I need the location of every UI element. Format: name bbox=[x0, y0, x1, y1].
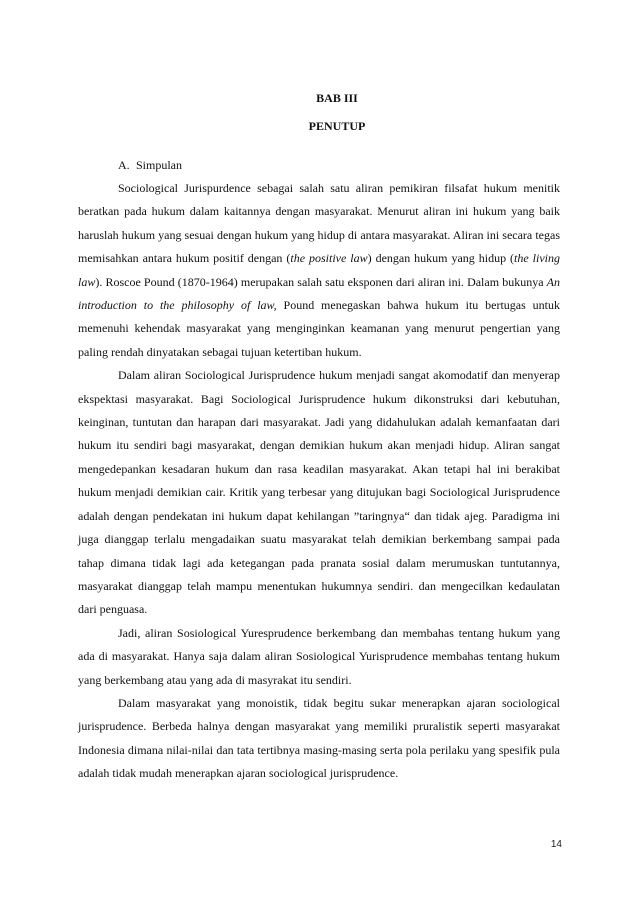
chapter-number: BAB III bbox=[316, 91, 358, 105]
paragraph-1-italic-living-law: the living law bbox=[78, 251, 560, 289]
paragraph-1-part-e: ). Roscoe Pound (1870-1964) merupakan salah satu eksponen dari aliran ini. Dalam bukunya bbox=[95, 274, 547, 289]
section-title: Simpulan bbox=[136, 158, 183, 172]
page-number: 14 bbox=[550, 839, 562, 850]
paragraph-4: Dalam masyarakat yang monoistik, tidak begitu sukar menerapkan ajaran sociological jurisprudence. Berbeda halnya dengan masyarakat yang memiliki pruralistik seperti masyarakat Indonesia dimana nilai-nilai dan tata tertibnya masing-masing serta pola perilaku yang spesifik pula adalah tidak mudah menerapkan ajaran sociological jurisprudence. bbox=[78, 695, 560, 781]
paragraph-1-italic-book-title: An introduction to the philosophy of law, bbox=[78, 274, 560, 313]
paragraph-1-part-a: Sociological Jurispurdence sebagai salah satu aliran pemikiran filsafat hukum menitik beratkan pada hukum dalam kaitannya dengan masyarakat. Menurut aliran ini hukum yang baik haruslah hukum yang sesuai dengan hukum yang hidup di antara masyarakat. Aliran ini secara tegas memisahkan antara hukum positif dengan ( bbox=[78, 181, 560, 266]
paragraph-1-part-g: Pound menegaskan bahwa hukum itu bertugas untuk memenuhi kehendak masyarakat yang menginginkan keamanan yang menurut pengertian yang paling rendah dinyatakan sebagai tujuan ketertiban hukum. bbox=[78, 298, 560, 359]
chapter-title: PENUTUP bbox=[308, 119, 366, 133]
body-text bbox=[78, 177, 560, 786]
section-letter: A. bbox=[118, 158, 130, 172]
paragraph-1 bbox=[78, 177, 560, 364]
paragraph-1-italic-positive-law: the positive law bbox=[290, 251, 368, 266]
paragraph-2: Dalam aliran Sociological Jurisprudence hukum menjadi sangat akomodatif dan menyerap ekspektasi masyarakat. Bagi Sociological Jurisprudence hukum dikonstruksi dari kebutuhan, keinginan, tuntutan dan harapan dari masyarakat. Jadi yang didahulukan adalah kemanfaatan dari hukum itu sendiri bagi masyarakat, dengan demikian hukum akan menjadi hidup. Aliran sangat mengedepankan kesadaran hukum dan rasa keadilan masyarakat. Akan tetapi hal ini berakibat hukum menjadi demikian cair. Kritik yang terbesar yang ditujukan bagi Sociological Jurisprudence adalah dengan pendekatan ini hukum dapat kehilangan ”taringnya“ dan tidak ajeg. Paradigma ini juga dianggap terlalu mengadaikan suatu masyarakat telah demikian berkembang sampai pada tahap dimana tidak lagi ada ketegangan pada pranata sosial dalam merumuskan tuntutannya, masyarakat dianggap telah mampu menentukan hukumnya sendiri. dan mengecilkan kedaulatan dari penguasa. bbox=[78, 368, 560, 617]
section-heading bbox=[118, 158, 182, 173]
paragraph-3: Jadi, aliran Sosiological Yuresprudence berkembang dan membahas tentang hukum yang ada di masyarakat. Hanya saja dalam aliran Sosiological Yurisprudence membahas tentang hukum yang berkembang atau yang ada di masyrakat itu sendiri. bbox=[78, 625, 560, 687]
paragraph-1-part-c: ) dengan hukum yang hidup ( bbox=[367, 251, 515, 266]
